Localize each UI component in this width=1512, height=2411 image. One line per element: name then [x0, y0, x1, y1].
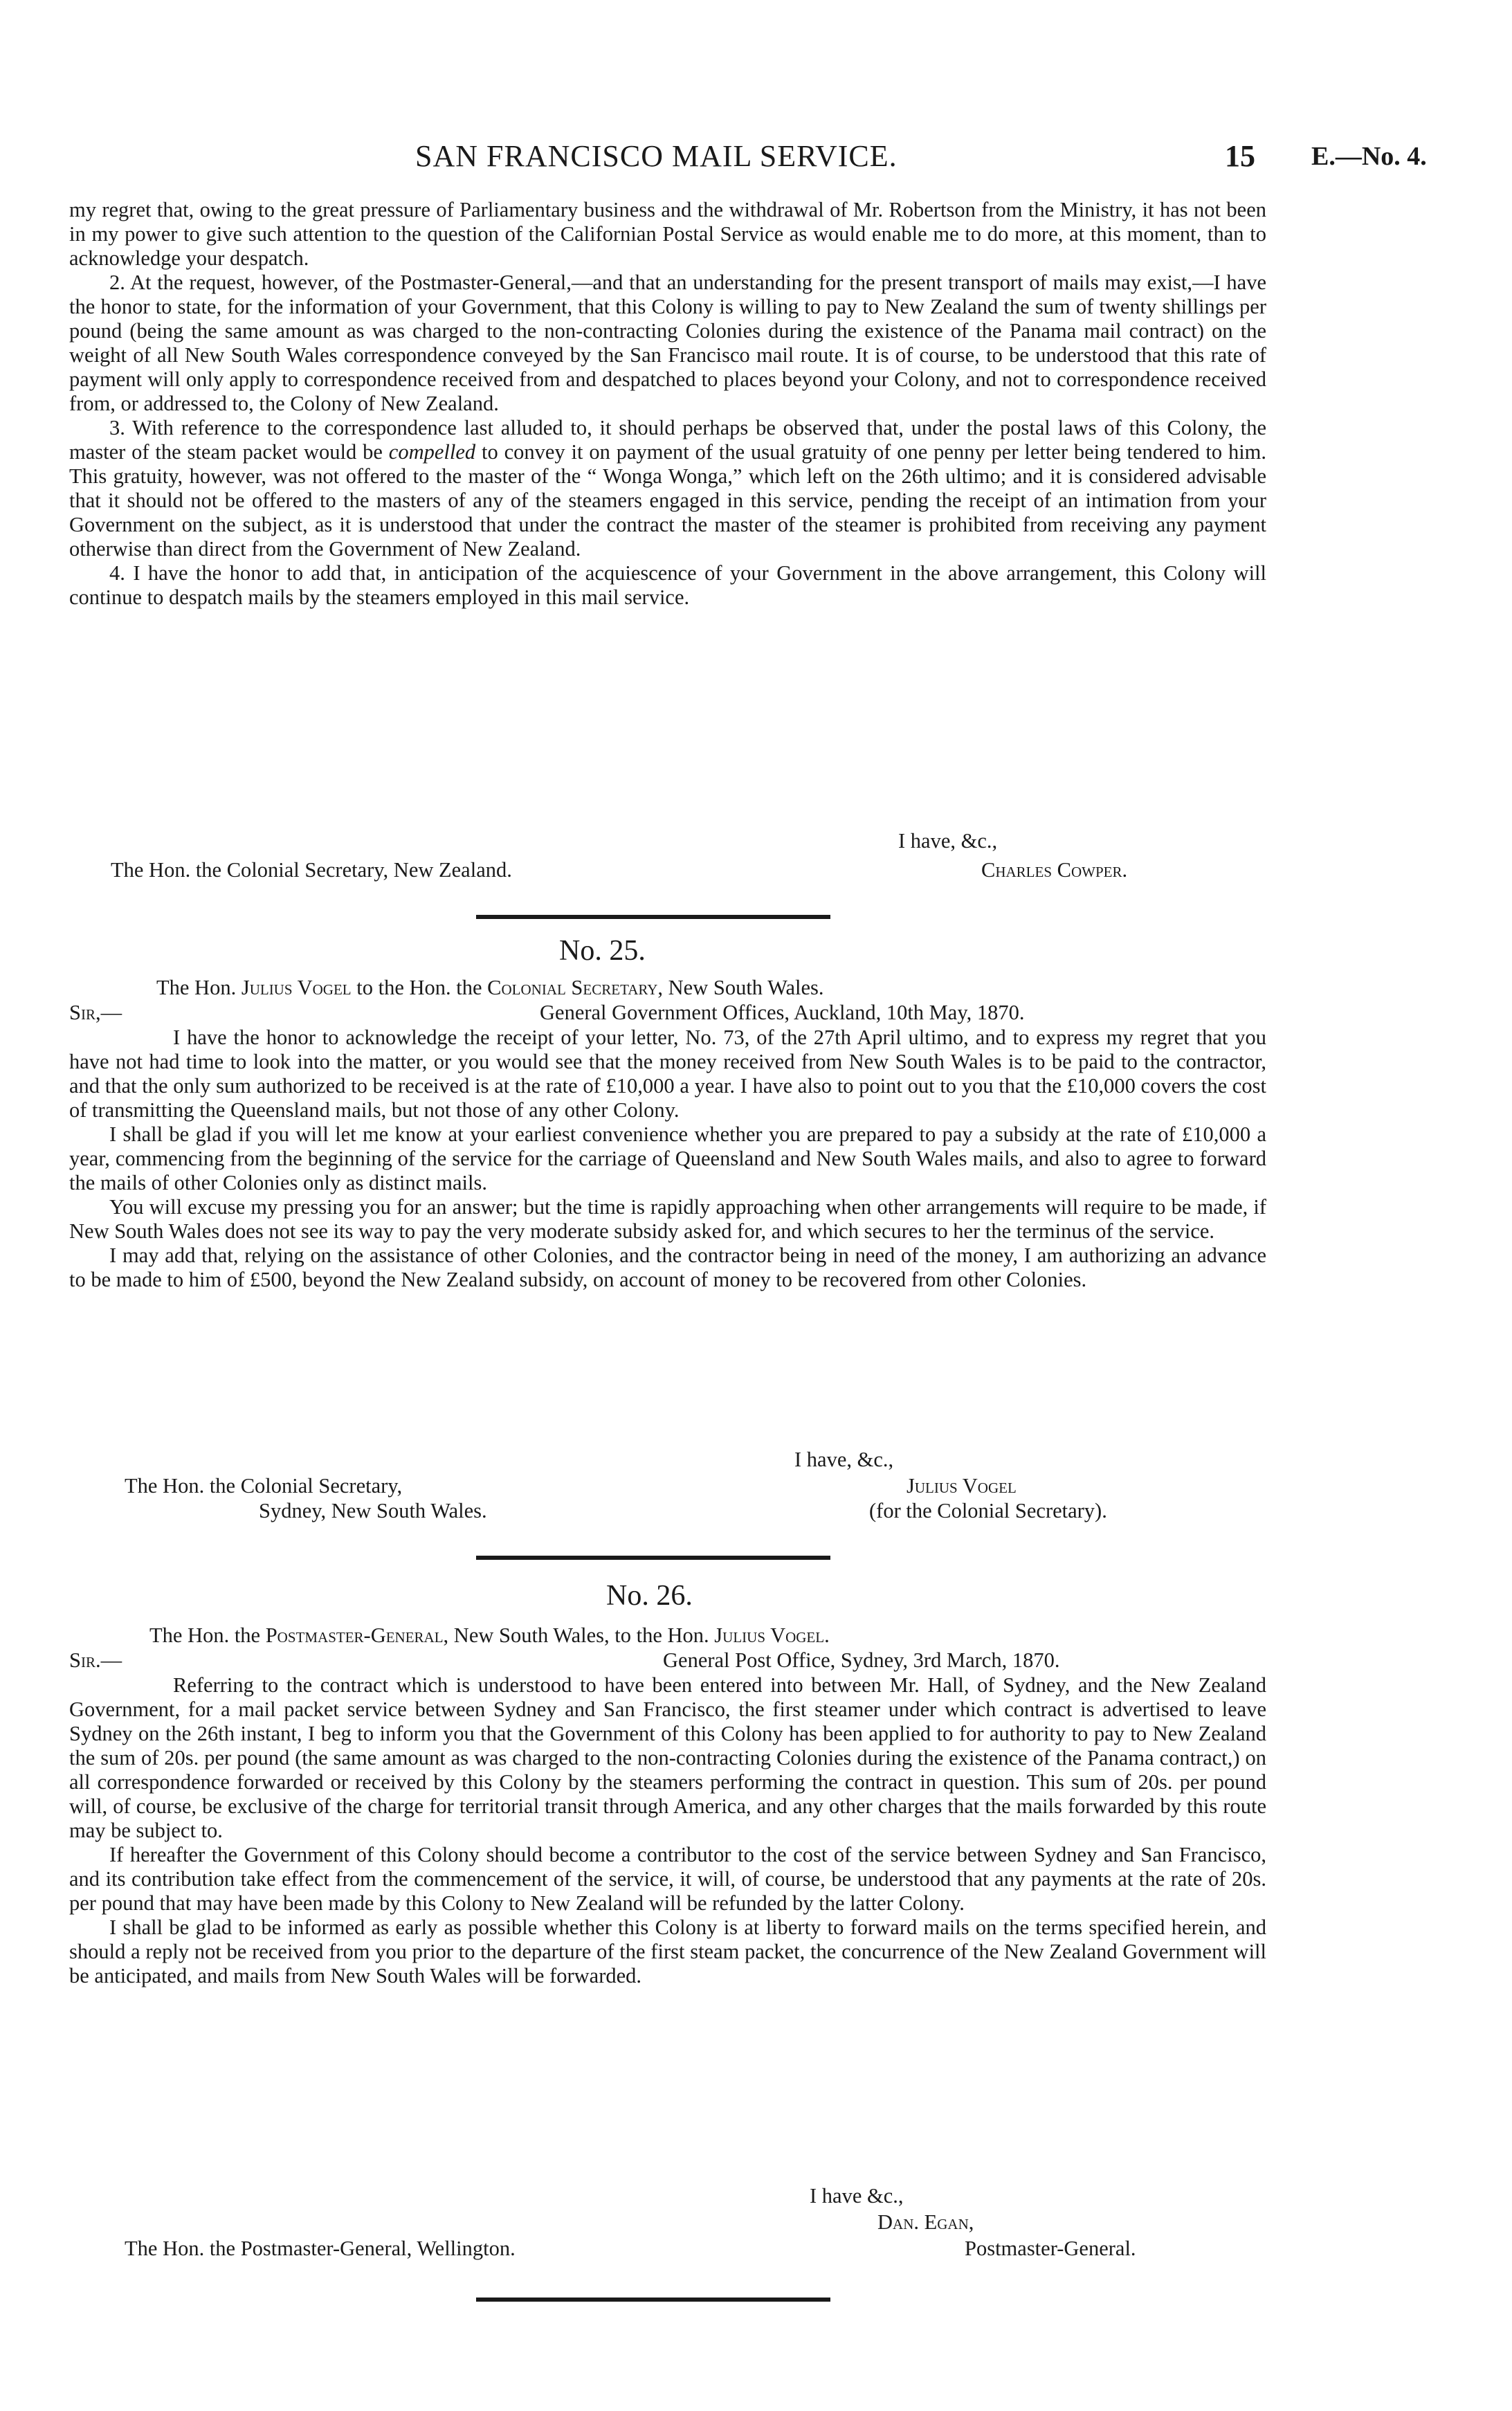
addressee: Sydney, New South Wales.	[259, 1499, 487, 1522]
signature: Dan. Egan,	[877, 2210, 974, 2234]
dateline: General Government Offices, Auckland, 10th May, 1870.	[540, 1001, 1025, 1024]
signature-note: (for the Colonial Secretary).	[869, 1499, 1107, 1522]
signature: Charles Cowper.	[981, 858, 1128, 882]
closing: I have, &c.,	[898, 829, 998, 853]
addressee: The Hon. the Colonial Secretary, New Zealand.	[111, 858, 512, 882]
paragraph: my regret that, owing to the great pressure of Parliamentary business and the withdrawal of Mr. Robertson from the Ministry, it has not been in my power to give such attention to the question of the Californian Postal Service as would enable me to do more, at this moment, than to acknowledge your despatch.	[69, 198, 1266, 270]
document-reference: E.—No. 4.	[1311, 142, 1427, 171]
page-number: 15	[1225, 139, 1255, 173]
addressee: The Hon. the Postmaster-General, Wellington.	[125, 2237, 516, 2260]
document-number: No. 25.	[559, 935, 646, 967]
document-number: No. 26.	[606, 1580, 693, 1612]
divider	[476, 915, 830, 919]
paragraph: If hereafter the Government of this Colony should become a contributor to the cost of the service between Sydney and San Francisco, and its contribution take effect from the commencement of the service, it will, of course, be understood that any payments at the rate of 20s. per pound that may have been made by this Colony to New Zealand will be refunded by the latter Colony.	[69, 1843, 1266, 1915]
letter-24-body	[69, 198, 1266, 610]
divider	[476, 1556, 830, 1560]
dateline: General Post Office, Sydney, 3rd March, 1870.	[663, 1648, 1060, 1672]
paragraph: You will excuse my pressing you for an answer; but the time is rapidly approaching when other arrangements will require to be made, if New South Wales does not see its way to pay the very moderate subsidy asked for, and which secures to her the terminus of the service.	[69, 1195, 1266, 1243]
letter-heading: The Hon. the Postmaster-General, New South Wales, to the Hon. Julius Vogel.	[149, 1623, 830, 1647]
paragraph: I shall be glad to be informed as early as possible whether this Colony is at liberty to forward mails on the terms specified herein, and should a reply not be received from you prior to the departure of the first steam packet, the concurrence of the New Zealand Government will be anticipated, and mails from New South Wales will be forwarded.	[69, 1916, 1266, 1987]
divider	[476, 2298, 830, 2302]
paragraph: I may add that, relying on the assistance of other Colonies, and the contractor being in need of the money, I am authorizing an advance to be made to him of £500, beyond the New Zealand subsidy, on account of money to be recovered from other Colonies.	[69, 1244, 1266, 1291]
signature: Julius Vogel	[907, 1474, 1017, 1498]
letter-heading: The Hon. Julius Vogel to the Hon. the Colonial Secretary, New South Wales.	[156, 976, 824, 999]
emphasis: compelled	[388, 440, 476, 464]
letter-25-body	[69, 1026, 1266, 1292]
paragraph: 4. I have the honor to add that, in anticipation of the acquiescence of your Government in the above arrangement, this Colony will continue to despatch mails by the steamers employed in this mail service.	[69, 561, 1266, 609]
closing: I have &c.,	[810, 2184, 904, 2208]
running-header	[0, 138, 1512, 180]
closing: I have, &c.,	[794, 1448, 894, 1471]
paragraph: I have the honor to acknowledge the receipt of your letter, No. 73, of the 27th April ultimo, and to express my regret that you have not had time to look into the matter, or you would see that the money received from New South Wales is to be paid to the contractor, and that the only sum authorized to be received is at the rate of £10,000 a year. I have also to point out to you that the £10,000 covers the cost of transmitting the Queensland mails, but not those of any other Colony.	[69, 1026, 1266, 1122]
letter-26-body	[69, 1673, 1266, 1988]
paragraph: 2. At the request, however, of the Postmaster-General,—and that an understanding for the present transport of mails may exist,—I have the honor to state, for the information of your Government, that this Colony is willing to pay to New Zealand the sum of twenty shillings per pound (being the same amount as was charged to the non-contracting Colonies during the existence of the Panama mail contract) on the weight of all New South Wales correspondence conveyed by the San Francisco mail route. It is of course, to be understood that this rate of payment will only apply to correspondence received from and despatched to places beyond your Colony, and not to correspondence received from, or addressed to, the Colony of New Zealand.	[69, 271, 1266, 415]
addressee: The Hon. the Colonial Secretary,	[125, 1474, 403, 1498]
paragraph: 3. With reference to the correspondence last alluded to, it should perhaps be observed that, under the postal laws of this Colony, the master of the steam packet would be compelled to convey it on payment of the usual gratuity of one penny per letter being tendered to him. This gratuity, however, was not offered to the master of the “ Wonga Wonga,” which left on the 26th ultimo; and it is considered advisable that it should not be offered to the masters of any of the steamers engaged in this service, pending the receipt of an intimation from your Government on the subject, as it is understood that under the contract the master of the steamer is prohibited from receiving any payment otherwise than direct from the Government of New Zealand.	[69, 416, 1267, 561]
signature-title: Postmaster-General.	[965, 2237, 1136, 2260]
salutation: Sir.—	[69, 1648, 122, 1672]
paragraph: I shall be glad if you will let me know at your earliest convenience whether you are prepared to pay a subsidy at the rate of £10,000 a year, commencing from the beginning of the service for the carriage of Queensland and New South Wales mails, and also to agree to forward the mails of other Colonies only as distinct mails.	[69, 1122, 1266, 1194]
paragraph: Referring to the contract which is understood to have been entered into between Mr. Hall, of Sydney, and the New Zealand Government, for a mail packet service between Sydney and San Francisco, the first steamer under which contract is advertised to leave Sydney on the 26th instant, I beg to inform you that the Government of this Colony has been applied to for authority to pay to New Zealand the sum of 20s. per pound (the same amount as was charged to the non-contracting Colonies during the existence of the Panama contract,) on all correspondence forwarded or received by this Colony by the steamers performing the contract in question. This sum of 20s. per pound will, of course, be exclusive of the charge for territorial transit through America, and any other charges that the mails forwarded by this route may be subject to.	[69, 1673, 1266, 1842]
salutation: Sir,—	[69, 1001, 122, 1024]
page-title: SAN FRANCISCO MAIL SERVICE.	[415, 139, 898, 173]
